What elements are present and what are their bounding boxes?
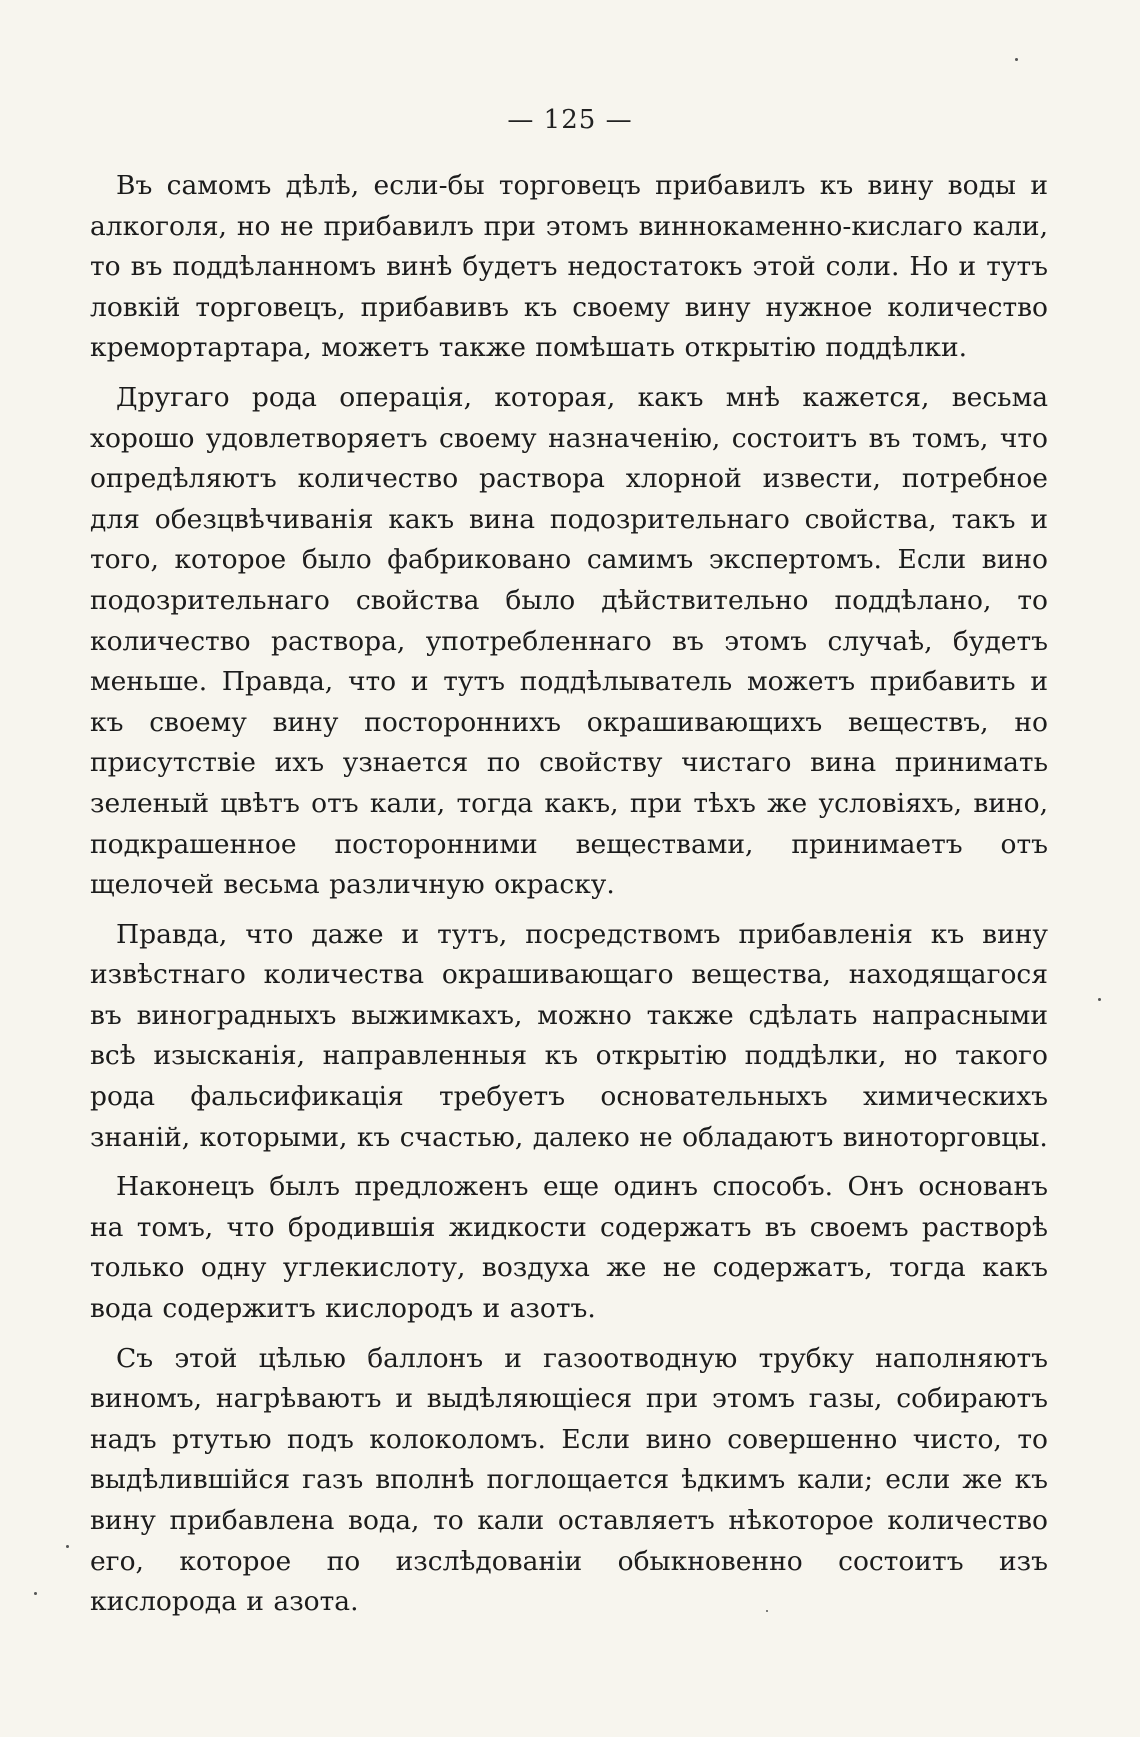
body-text — [90, 166, 1048, 1632]
paragraph-2: Другаго рода операція, которая, какъ мнѣ кажется, весьма хорошо удовлетворяетъ своему назначенію, состоитъ въ томъ, что опредѣляютъ количество раствора хлорной извести, потребное для обезцвѣчиванія какъ вина подозрительнаго свойства, такъ и того, которое было фабриковано самимъ экспертомъ. Если вино подозрительнаго свойства было дѣйствительно поддѣлано, то количество раствора, употребленнаго въ этомъ случаѣ, будетъ меньше. Правда, что и тутъ поддѣлыватель можетъ прибавить и къ своему вину постороннихъ окрашивающихъ веществъ, но присутствіе ихъ узнается по свойству чистаго вина принимать зеленый цвѣтъ отъ кали, тогда какъ, при тѣхъ же условіяхъ, вино, подкрашенное посторонними веществами, принимаетъ отъ щелочей весьма различную окраску. — [90, 381, 1048, 901]
paragraph-5: Съ этой цѣлью баллонъ и газоотводную трубку наполняютъ виномъ, нагрѣваютъ и выдѣляющіеся при этомъ газы, собираютъ надъ ртутью подъ колоколомъ. Если вино совершенно чисто, то выдѣлившійся газъ вполнѣ поглощается ѣдкимъ кали; если же къ вину прибавлена вода, то кали оставляетъ нѣкоторое количество его, которое по изслѣдованіи обыкновенно состоитъ изъ кислорода и азота. — [90, 1342, 1048, 1618]
paragraph-3: Правда, что даже и тутъ, посредствомъ прибавленія къ вину извѣстнаго количества окрашивающаго вещества, находящагося въ виноградныхъ выжимкахъ, можно также сдѣлать напрасными всѣ изысканія, направленныя къ открытію поддѣлки, но такого рода фальсификація требуетъ основательныхъ химическихъ знаній, которыми, къ счастью, далеко не обладаютъ виноторговцы. — [90, 918, 1048, 1153]
paragraph-4: Наконецъ былъ предложенъ еще одинъ способъ. Онъ основанъ на томъ, что бродившія жидкости содержатъ въ своемъ растворѣ только одну углекислоту, воздуха же не содержатъ, тогда какъ вода содержитъ кислородъ и азотъ. — [90, 1171, 1048, 1325]
scan-speck — [66, 1545, 69, 1548]
scan-speck — [1098, 998, 1101, 1001]
scan-speck — [1015, 58, 1018, 61]
scan-speck — [766, 1610, 768, 1612]
paragraph-1: Въ самомъ дѣлѣ, если-бы торговецъ прибавилъ къ вину воды и алкоголя, но не прибавилъ при этомъ виннокаменно-кислаго кали, то въ поддѣланномъ винѣ будетъ недостатокъ этой соли. Но и тутъ ловкій торговецъ, прибавивъ къ своему вину нужное количество кремортартара, можетъ также помѣшать открытію поддѣлки. — [90, 170, 1048, 364]
scan-speck — [34, 1592, 37, 1595]
page-number: — 125 — — [507, 105, 633, 135]
